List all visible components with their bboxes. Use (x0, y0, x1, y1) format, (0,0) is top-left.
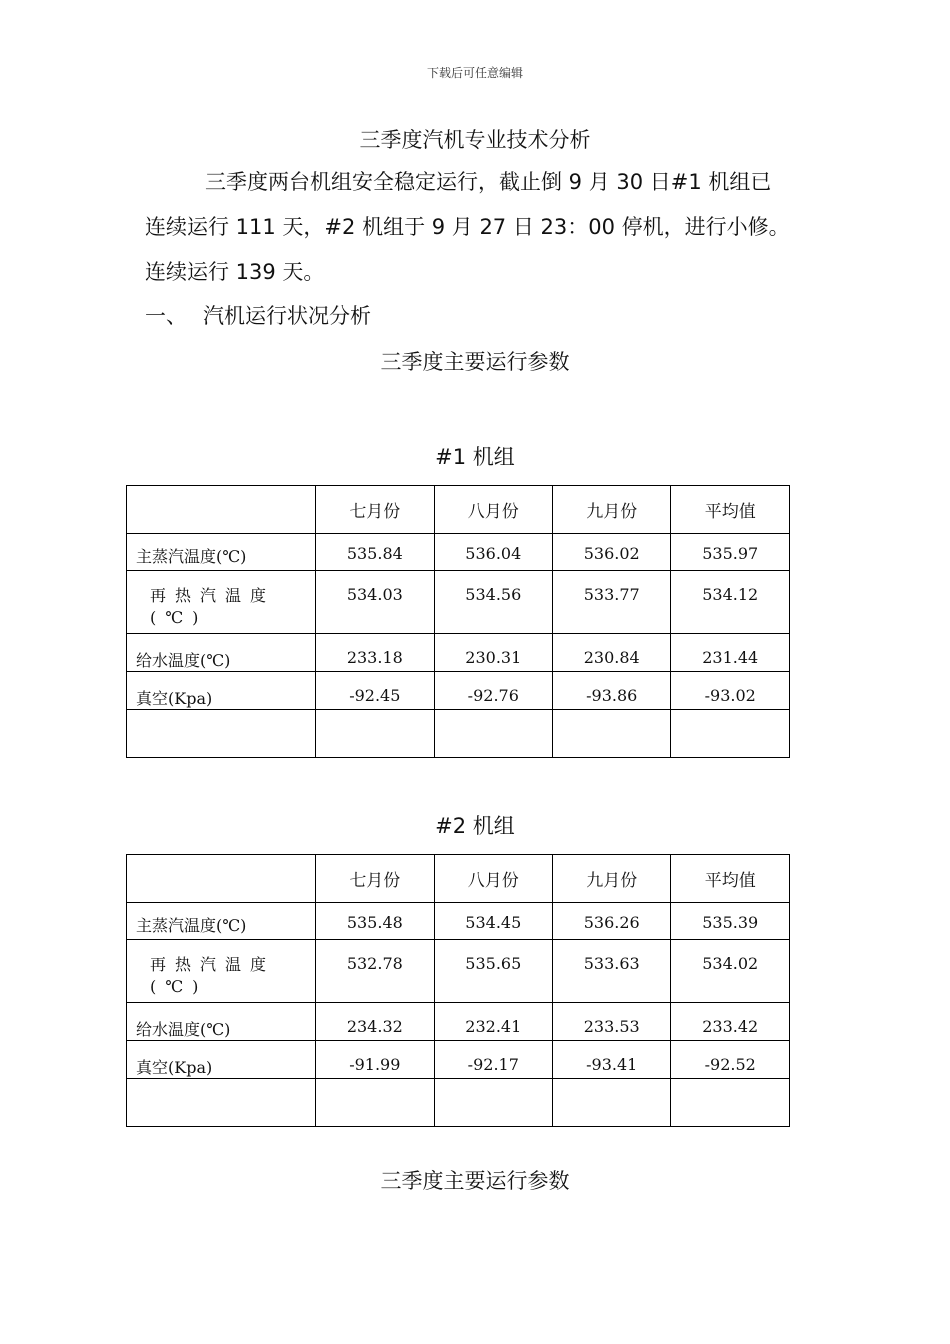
table-cell: -93.41 (553, 1041, 671, 1079)
table-cell (316, 710, 434, 758)
table-cell: 233.53 (553, 1003, 671, 1041)
row-label-text: 再热汽温度(℃) (150, 955, 276, 996)
table-row (127, 1003, 790, 1041)
table-cell: -92.17 (434, 1041, 552, 1079)
table-cell: 230.31 (434, 634, 552, 672)
table-cell: 533.63 (553, 940, 671, 1003)
row-label: 主蒸汽温度(℃) (127, 534, 316, 571)
table-cell (127, 486, 316, 534)
table-row (127, 1041, 790, 1079)
table-cell: 535.84 (316, 534, 434, 571)
table-cell: 233.42 (671, 1003, 790, 1041)
row-label: 真空(Kpa) (127, 672, 316, 710)
table-cell: 534.56 (434, 571, 552, 634)
table-cell: -92.45 (316, 672, 434, 710)
table-cell: 534.02 (671, 940, 790, 1003)
column-header: 七月份 (316, 855, 434, 903)
table-cell: 535.48 (316, 903, 434, 940)
row-label (127, 571, 316, 634)
unit-2-table (126, 854, 790, 1127)
unit-1-title: #1 机组 (435, 445, 515, 469)
table-cell: 536.04 (434, 534, 552, 571)
table-cell: 231.44 (671, 634, 790, 672)
table-row (127, 672, 790, 710)
table-cell: -92.76 (434, 672, 552, 710)
table-row (127, 940, 790, 1003)
table-cell: 534.45 (434, 903, 552, 940)
table-header-row (127, 486, 790, 534)
table-cell (127, 855, 316, 903)
table-cell: 535.65 (434, 940, 552, 1003)
document-title: 三季度汽机专业技术分析 (359, 128, 591, 152)
intro-line: 连续运行 139 天。 (145, 260, 325, 284)
page-header: 下载后可任意编辑 (426, 66, 523, 80)
row-label: 给水温度(℃) (127, 634, 316, 672)
table-cell: 535.39 (671, 903, 790, 940)
table-cell: -93.02 (671, 672, 790, 710)
intro-paragraph (145, 160, 815, 295)
column-header: 平均值 (671, 855, 790, 903)
table-cell: 534.12 (671, 571, 790, 634)
table-cell (671, 1079, 790, 1127)
table-cell: 233.18 (316, 634, 434, 672)
table-cell: 532.78 (316, 940, 434, 1003)
table-row (127, 634, 790, 672)
section-heading (145, 300, 371, 330)
intro-line: 连续运行 111 天，#2 机组于 9 月 27 日 23：00 停机，进行小修。 (145, 215, 790, 239)
table-cell (434, 1079, 552, 1127)
table-cell: 536.02 (553, 534, 671, 571)
params-title-bottom: 三季度主要运行参数 (380, 1169, 570, 1193)
column-header: 九月份 (553, 855, 671, 903)
table-row (127, 903, 790, 940)
column-header: 七月份 (316, 486, 434, 534)
table-cell (553, 710, 671, 758)
table-cell: 536.26 (553, 903, 671, 940)
row-label: 真空(Kpa) (127, 1041, 316, 1079)
table-cell (316, 1079, 434, 1127)
intro-line: 三季度两台机组安全稳定运行，截止倒 9 月 30 日#1 机组已 (205, 170, 772, 194)
column-header: 九月份 (553, 486, 671, 534)
table-row (127, 534, 790, 571)
section-number: 一、 (145, 304, 187, 328)
table-cell: 533.77 (553, 571, 671, 634)
table-cell: 234.32 (316, 1003, 434, 1041)
table-cell (127, 1079, 316, 1127)
row-label-text: 再热汽温度(℃) (150, 586, 276, 627)
column-header: 平均值 (671, 486, 790, 534)
table-cell: 534.03 (316, 571, 434, 634)
table-cell (553, 1079, 671, 1127)
table-cell: -91.99 (316, 1041, 434, 1079)
table-cell: -92.52 (671, 1041, 790, 1079)
table-cell: 232.41 (434, 1003, 552, 1041)
table-header-row (127, 855, 790, 903)
table-row (127, 571, 790, 634)
row-label: 给水温度(℃) (127, 1003, 316, 1041)
table-row-empty (127, 710, 790, 758)
table-cell (434, 710, 552, 758)
unit-1-table (126, 485, 790, 758)
column-header: 八月份 (434, 486, 552, 534)
column-header: 八月份 (434, 855, 552, 903)
table-cell: 535.97 (671, 534, 790, 571)
table-cell (127, 710, 316, 758)
table-cell (671, 710, 790, 758)
row-label (127, 940, 316, 1003)
table-row-empty (127, 1079, 790, 1127)
params-title: 三季度主要运行参数 (380, 350, 570, 374)
row-label: 主蒸汽温度(℃) (127, 903, 316, 940)
table-cell: -93.86 (553, 672, 671, 710)
table-cell: 230.84 (553, 634, 671, 672)
section-title: 汽机运行状况分析 (203, 304, 371, 328)
unit-2-title: #2 机组 (435, 814, 515, 838)
